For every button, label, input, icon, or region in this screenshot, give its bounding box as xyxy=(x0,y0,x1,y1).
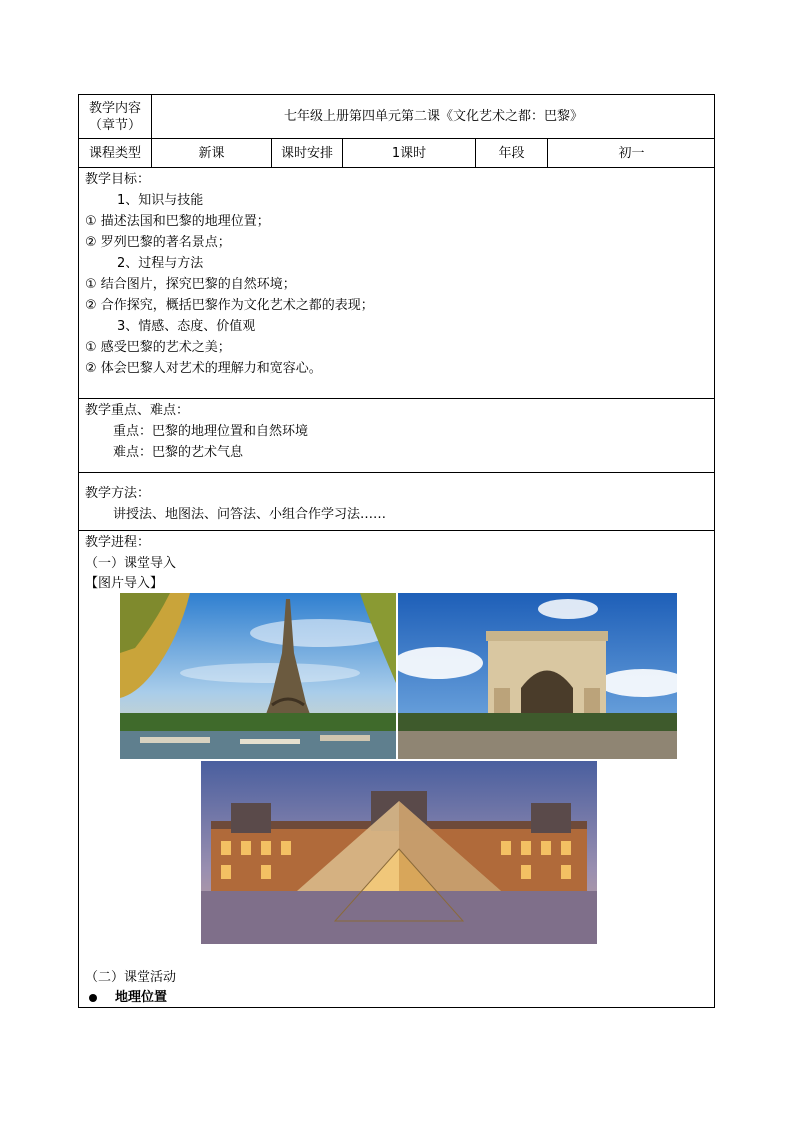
bullet-icon xyxy=(89,994,97,1002)
row-divider xyxy=(79,167,714,168)
grade-value: 初一 xyxy=(618,145,645,161)
schedule-value: 1课时 xyxy=(391,145,427,161)
row-divider xyxy=(79,530,714,531)
methods-text: 讲授法、地图法、问答法、小组合作学习法…… xyxy=(113,507,387,522)
objective-line: ② 合作探究，概括巴黎作为文化艺术之都的表现； xyxy=(85,298,374,313)
objective-line: 1、知识与技能 xyxy=(117,193,204,208)
bullet-item xyxy=(85,989,167,1006)
objective-line: ① 描述法国和巴黎的地理位置； xyxy=(85,214,270,229)
content-label-line2: （章节） xyxy=(88,117,141,133)
row-divider xyxy=(79,472,714,473)
methods-heading: 教学方法： xyxy=(85,486,151,501)
objective-line: 3、情感、态度、价值观 xyxy=(117,319,256,334)
objective-line: ① 结合图片，探究巴黎的自然环境； xyxy=(85,277,296,292)
lesson-plan-table xyxy=(78,94,715,1008)
course-type-value: 新课 xyxy=(198,145,225,161)
key-points-heading: 教学重点、难点： xyxy=(85,403,190,418)
key-point: 重点：巴黎的地理位置和自然环境 xyxy=(113,424,309,439)
section-intro: （一）课堂导入 xyxy=(85,556,177,571)
lesson-title-cell xyxy=(152,95,715,138)
louvre-pyramid-image xyxy=(201,761,597,944)
course-type-label: 课程类型 xyxy=(88,145,141,161)
section-activity: （二）课堂活动 xyxy=(85,970,177,985)
eiffel-tower-image xyxy=(120,593,396,759)
schedule-label: 课时安排 xyxy=(280,145,333,161)
lesson-title: 七年级上册第四单元第二课《文化艺术之都：巴黎》 xyxy=(283,109,583,124)
image-intro-label: 【图片导入】 xyxy=(85,576,164,591)
objective-line: ① 感受巴黎的艺术之美； xyxy=(85,340,231,355)
process-heading: 教学进程： xyxy=(85,535,151,550)
content-label-cell xyxy=(79,95,151,138)
objectives-heading: 教学目标： xyxy=(85,172,151,187)
arc-de-triomphe-image xyxy=(398,593,677,759)
row-divider xyxy=(79,398,714,399)
content-label-line1: 教学内容 xyxy=(88,100,141,116)
bullet-text: 地理位置 xyxy=(115,990,168,1005)
grade-label: 年段 xyxy=(498,145,525,161)
objective-line: 2、过程与方法 xyxy=(117,256,204,271)
difficult-point: 难点：巴黎的艺术气息 xyxy=(113,445,244,460)
objective-line: ② 罗列巴黎的著名景点； xyxy=(85,235,231,250)
objective-line: ② 体会巴黎人对艺术的理解力和宽容心。 xyxy=(85,361,322,376)
